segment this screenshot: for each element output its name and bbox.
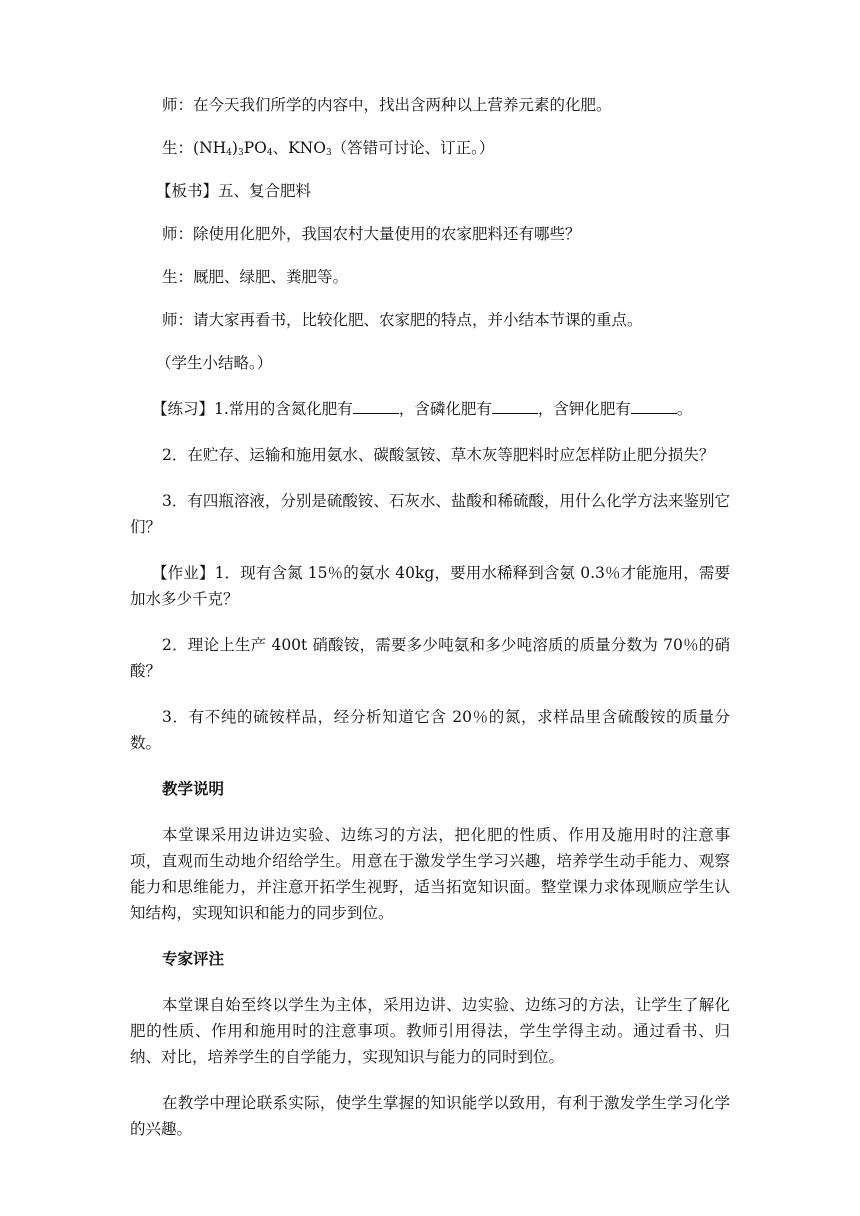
homework-tag: 【作业】 bbox=[152, 564, 215, 582]
formula-part: (NH bbox=[193, 139, 227, 157]
speaker-label: 师： bbox=[162, 96, 194, 114]
answer-blank bbox=[631, 399, 677, 414]
dialogue-text: 请大家再看书，比较化肥、农家肥的特点，并小结本节课的重点。 bbox=[193, 311, 643, 329]
board-note bbox=[130, 178, 730, 204]
expert-comments-p2: 在教学中理论联系实际，使学生掌握的知识能学以致用，有利于激发学生学习化学的兴趣。 bbox=[130, 1094, 730, 1138]
homework-text: 1．现有含氮 15％的氨水 40kg，要用水稀释到含氨 0.3％才能施用，需要加水多少千克？ bbox=[130, 564, 730, 608]
speaker-label: 师： bbox=[162, 225, 194, 243]
dialogue-line bbox=[130, 221, 730, 247]
formula-part: PO bbox=[243, 139, 267, 157]
section-heading-teaching-notes: 教学说明 bbox=[162, 779, 225, 798]
answer-blank bbox=[353, 399, 399, 414]
exercise-text: 1.常用的含氮化肥有 bbox=[214, 400, 353, 418]
exercise-tag: 【练习】 bbox=[152, 400, 215, 418]
formula-subscript: 4 bbox=[266, 148, 273, 158]
dialogue-line bbox=[130, 307, 730, 333]
summary-note-text: （学生小结略。） bbox=[156, 354, 273, 372]
expert-comments-p1: 本堂课自始至终以学生为主体，采用边讲、边实验、边练习的方法，让学生了解化肥的性质、作用和施用时的注意事项。教师引用得法，学生学得主动。通过看书、归纳、对比，培养学生的自学能力，实现知识与能力的同时到位。 bbox=[130, 996, 730, 1066]
formula-subscript: 4 bbox=[226, 148, 232, 158]
exercise-q3: 3．有四瓶溶液，分别是硫酸铵、石灰水、盐酸和稀硫酸，用什么化学方法来鉴别它们？ bbox=[130, 492, 730, 536]
formula-part: ) bbox=[231, 139, 238, 157]
section-heading-expert-comments: 专家评注 bbox=[162, 949, 225, 968]
exercise-q2: 2．在贮存、运输和施用氨水、碳酸氢铵、草木灰等肥料时应怎样防止肥分损失？ bbox=[162, 446, 715, 464]
chemical-formula bbox=[288, 139, 332, 157]
dialogue-text: 在今天我们所学的内容中，找出含两种以上营养元素的化肥。 bbox=[193, 96, 612, 114]
dialogue-line bbox=[130, 92, 730, 118]
speaker-label: 生： bbox=[162, 139, 194, 157]
board-note-text: 【板书】五、复合肥料 bbox=[156, 182, 312, 200]
dialogue-text: （答错可讨论、订正。） bbox=[331, 139, 495, 157]
chemical-formula bbox=[193, 139, 273, 157]
summary-note bbox=[130, 350, 730, 376]
homework-h3: 3．有不纯的硫铵样品，经分析知道它含 20％的氮，求样品里含硫酸铵的质量分数。 bbox=[130, 708, 730, 752]
exercise-text: ，含磷化肥有 bbox=[398, 400, 492, 418]
formula-subscript: 3 bbox=[325, 148, 332, 158]
formula-part: KNO bbox=[288, 139, 326, 157]
dialogue-line bbox=[130, 135, 730, 161]
separator: 、 bbox=[272, 139, 289, 157]
dialogue-text: 厩肥、绿肥、粪肥等。 bbox=[193, 268, 349, 286]
formula-subscript: 3 bbox=[237, 148, 244, 158]
document-page bbox=[130, 92, 730, 1162]
exercise-q1 bbox=[130, 396, 730, 422]
homework-h1 bbox=[130, 560, 730, 612]
answer-blank bbox=[492, 399, 538, 414]
exercise-text: 。 bbox=[676, 400, 693, 418]
exercise-text: ，含钾化肥有 bbox=[537, 400, 631, 418]
teaching-notes-body: 本堂课采用边讲边实验、边练习的方法，把化肥的性质、作用及施用时的注意事项，直观而生动地介绍给学生。用意在于激发学生学习兴趣，培养学生动手能力、观察能力和思维能力，并注意开拓学生视野，适当拓宽知识面。整堂课力求体现顺应学生认知结构，实现知识和能力的同步到位。 bbox=[130, 826, 730, 922]
homework-h2: 2．理论上生产 400t 硝酸铵，需要多少吨氨和多少吨溶质的质量分数为 70％的硝酸？ bbox=[130, 636, 730, 680]
speaker-label: 生： bbox=[162, 268, 194, 286]
speaker-label: 师： bbox=[162, 311, 194, 329]
dialogue-line bbox=[130, 264, 730, 290]
dialogue-text: 除使用化肥外，我国农村大量使用的农家肥料还有哪些？ bbox=[193, 225, 581, 243]
